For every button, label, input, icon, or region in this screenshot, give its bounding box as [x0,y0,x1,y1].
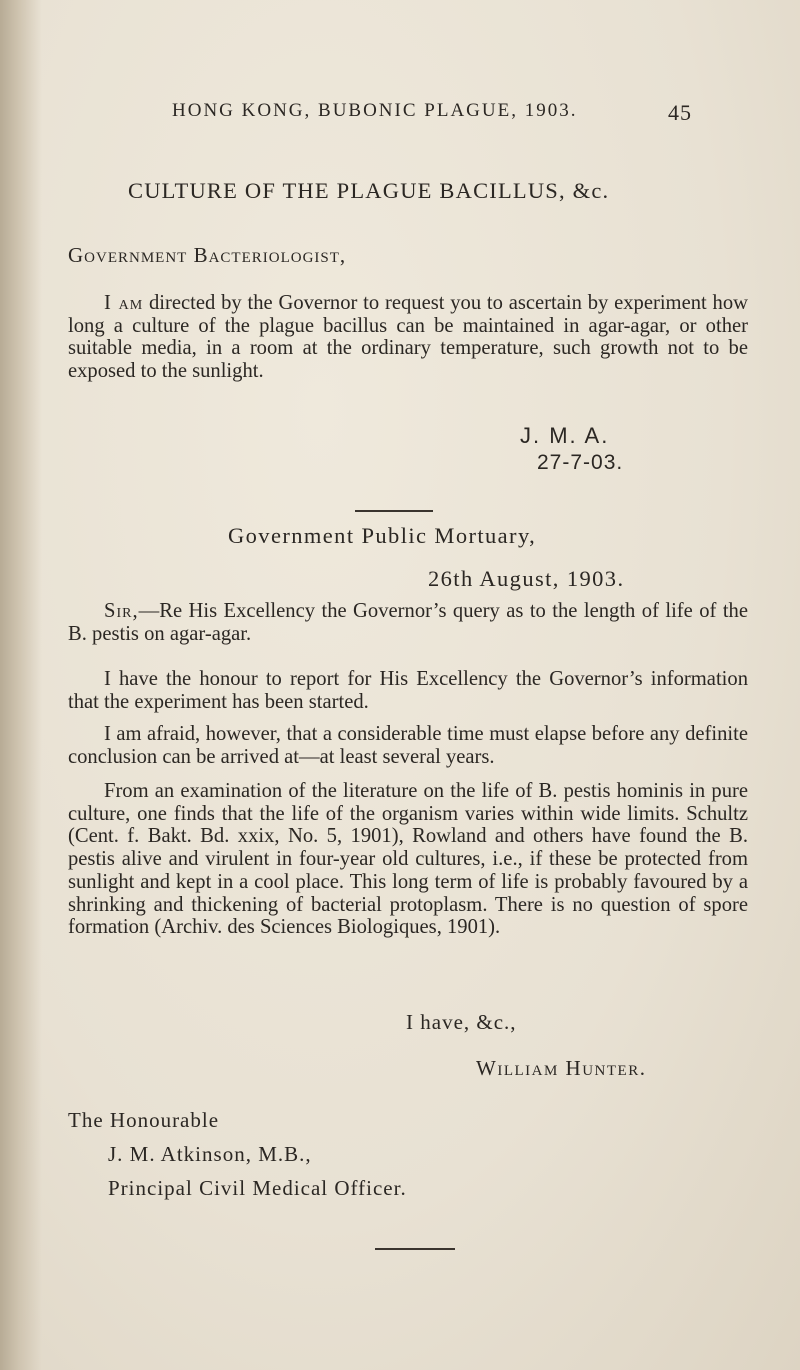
memo-date: 27-7-03. [537,451,624,474]
recipient-line-3: Principal Civil Medical Officer. [108,1176,407,1200]
memo-lead-words: I am [104,292,144,314]
letter-origin: Government Public Mortuary, [228,523,537,548]
letter-signature: William Hunter. [476,1056,647,1080]
separator-rule [355,510,433,512]
memo-initials: J. M. A. [520,423,610,448]
letter-paragraph-1-text: —Re His Excellency the Governor’s query as to the length of life of the B. pestis on agar-agar. [68,600,748,645]
recipient-block [68,1103,407,1205]
running-head-title: HONG KONG, BUBONIC PLAGUE, 1903. [172,100,578,121]
page-number: 45 [668,100,692,125]
memo-paragraph [68,292,748,383]
memo-body: directed by the Governor to request you to ascertain by experiment how long a culture of the plague bacillus can be maintained in agar-agar, or other suitable media, in a room at the ordinary temperature, such growth not to be exposed to the sunlight. [68,292,748,383]
letter-salutation: Sir, [104,600,139,622]
letter-paragraph-1 [68,600,748,645]
recipient-line-1: The Honourable [68,1108,220,1132]
running-head [172,100,692,125]
section-heading: CULTURE OF THE PLAGUE BACILLUS, &c. [128,178,610,203]
letter-closing: I have, &c., [406,1010,517,1034]
letter-paragraph-4 [68,780,748,939]
memo-addressee: Government Bacteriologist, [68,243,347,267]
letter-paragraph-3-text: I am afraid, however, that a considerable time must elapse before any definite conclusion can be arrived at—at least several years. [68,723,748,768]
letter-paragraph-2 [68,668,748,713]
page-edge-shadow [0,0,42,1370]
end-rule [375,1248,455,1250]
letter-date: 26th August, 1903. [428,566,625,591]
letter-paragraph-2-text: I have the honour to report for His Excellency the Governor’s information that the experiment has been started. [68,668,748,713]
recipient-line-2: J. M. Atkinson, M.B., [108,1142,312,1166]
letter-paragraph-3 [68,723,748,768]
letter-paragraph-4-text: From an examination of the literature on the life of B. pestis hominis in pure culture, one finds that the life of the organism varies within wide limits. Schultz (Cent. f. Bakt. Bd. xxix, No. 5, 1901), Rowland and others have found the B. pestis alive and virulent in four-year old cultures, i.e., if these be protected from sunlight and kept in a cool place. This long term of life is probably favoured by a shrinking and thickening of bacterial protoplasm. There is no question of spore formation (Archiv. des Sciences Biologiques, 1901). [68,780,748,939]
